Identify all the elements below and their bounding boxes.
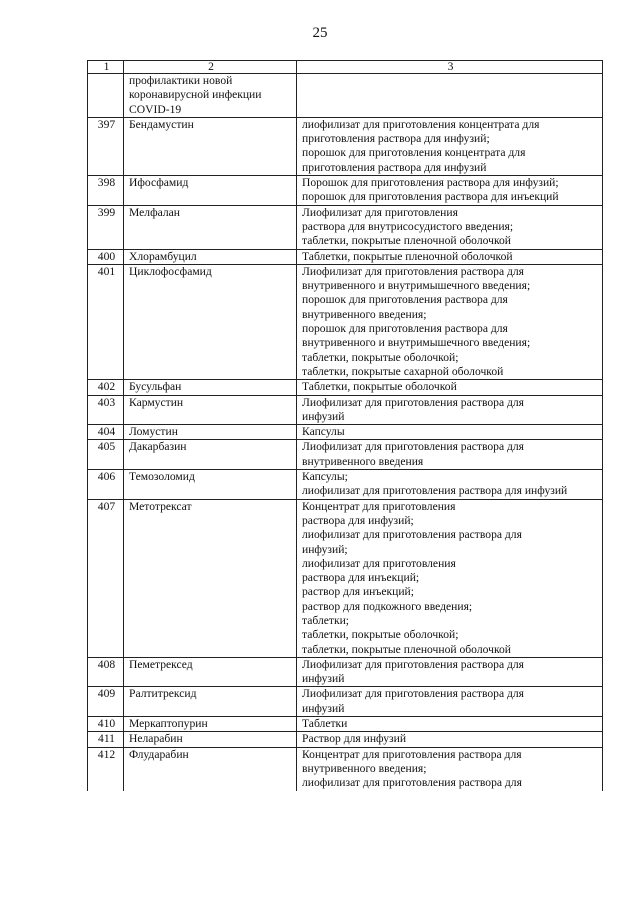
- dosage-form-line: порошок для приготовления раствора для инъекций: [302, 190, 559, 204]
- dosage-form-line: раствора для внутрисосудистого введения;: [302, 219, 514, 233]
- continuation-forms-cell: [297, 74, 603, 118]
- table-row: [88, 747, 603, 790]
- continuation-name-line: профилактики новой: [129, 74, 233, 87]
- row-number: 408: [88, 657, 124, 687]
- column-header-forms: 3: [297, 61, 603, 74]
- dosage-form-line: лиофилизат для приготовления концентрата для: [302, 117, 540, 131]
- drug-name: Ралтитрексид: [124, 687, 297, 717]
- dosage-form-line: приготовления раствора для инфузий: [302, 160, 487, 174]
- row-number: 411: [88, 732, 124, 747]
- dosage-form-line: приготовления раствора для инфузий;: [302, 132, 490, 146]
- drug-name: Мелфалан: [124, 205, 297, 249]
- drug-name: Ломустин: [124, 425, 297, 440]
- table-header-row: [88, 61, 603, 74]
- dosage-form-line: Лиофилизат для приготовления раствора для: [302, 440, 525, 454]
- table-row: [88, 657, 603, 687]
- drug-name: Ифосфамид: [124, 176, 297, 206]
- dosage-form-line: внутривенного введения: [302, 454, 424, 468]
- row-number: 399: [88, 205, 124, 249]
- dosage-form-line: Капсулы: [302, 425, 345, 439]
- drug-name: Бендамустин: [124, 117, 297, 175]
- table-row: [88, 264, 603, 379]
- dosage-form-line: раствор для подкожного введения;: [302, 599, 473, 613]
- dosage-forms-cell: [297, 499, 603, 657]
- dosage-forms-cell: [297, 747, 603, 790]
- dosage-forms-cell: [297, 425, 603, 440]
- table-row: [88, 440, 603, 470]
- column-header-name: 2: [124, 61, 297, 74]
- drug-name: Пеметрексед: [124, 657, 297, 687]
- continuation-name-cell: [124, 74, 297, 118]
- column-header-number: 1: [88, 61, 124, 74]
- drug-name: Темозоломид: [124, 470, 297, 500]
- continuation-name-line: коронавирусной инфекции: [129, 88, 262, 102]
- table-row: [88, 395, 603, 425]
- row-number: 400: [88, 249, 124, 264]
- dosage-form-line: раствора для инъекций;: [302, 571, 420, 585]
- table-row: [88, 717, 603, 732]
- row-number: 401: [88, 264, 124, 379]
- row-number: 409: [88, 687, 124, 717]
- dosage-form-line: таблетки, покрытые пленочной оболочкой: [302, 234, 511, 248]
- drug-name: Хлорамбуцил: [124, 249, 297, 264]
- row-number: 402: [88, 380, 124, 395]
- continuation-name-line: COVID-19: [129, 102, 182, 116]
- dosage-form-line: лиофилизат для приготовления раствора для: [302, 528, 522, 542]
- dosage-form-line: таблетки, покрытые пленочной оболочкой: [302, 642, 511, 656]
- drug-name: Меркаптопурин: [124, 717, 297, 732]
- row-number: 410: [88, 717, 124, 732]
- row-number: 405: [88, 440, 124, 470]
- dosage-forms-cell: [297, 717, 603, 732]
- row-number: 412: [88, 747, 124, 790]
- dosage-form-line: Лиофилизат для приготовления раствора для: [302, 657, 525, 671]
- dosage-forms-cell: [297, 380, 603, 395]
- table-row: [88, 117, 603, 175]
- dosage-form-line: Порошок для приготовления раствора для инфузий;: [302, 176, 559, 190]
- dosage-form-line: порошок для приготовления концентрата для: [302, 146, 526, 160]
- row-number: 403: [88, 395, 124, 425]
- dosage-form-line: Концентрат для приготовления: [302, 499, 456, 513]
- dosage-form-line: Таблетки: [302, 717, 348, 731]
- dosage-forms-cell: [297, 657, 603, 687]
- dosage-forms-cell: [297, 687, 603, 717]
- drug-name: Дакарбазин: [124, 440, 297, 470]
- dosage-form-line: Лиофилизат для приготовления раствора для: [302, 395, 525, 409]
- dosage-forms-cell: [297, 205, 603, 249]
- dosage-forms-cell: [297, 732, 603, 747]
- dosage-form-line: Концентрат для приготовления раствора для: [302, 747, 522, 761]
- dosage-form-line: инфузий: [302, 672, 345, 686]
- dosage-form-line: Капсулы;: [302, 470, 348, 484]
- dosage-form-line: Лиофилизат для приготовления раствора для: [302, 264, 525, 278]
- dosage-form-line: таблетки, покрытые оболочкой;: [302, 628, 459, 642]
- drug-name: Циклофосфамид: [124, 264, 297, 379]
- dosage-form-line: лиофилизат для приготовления: [302, 556, 456, 570]
- dosage-forms-cell: [297, 395, 603, 425]
- dosage-form-line: Лиофилизат для приготовления: [302, 205, 458, 219]
- dosage-forms-cell: [297, 440, 603, 470]
- dosage-form-line: Лиофилизат для приготовления раствора для: [302, 687, 525, 701]
- drug-name: Бусульфан: [124, 380, 297, 395]
- dosage-form-line: внутривенного и внутримышечного введения;: [302, 336, 531, 350]
- drug-name: Неларабин: [124, 732, 297, 747]
- table-row: [88, 249, 603, 264]
- row-number: 404: [88, 425, 124, 440]
- row-number: 406: [88, 470, 124, 500]
- row-number: 397: [88, 117, 124, 175]
- dosage-form-line: инфузий: [302, 701, 345, 715]
- table-row: [88, 380, 603, 395]
- table-row: [88, 176, 603, 206]
- dosage-forms-cell: [297, 117, 603, 175]
- dosage-forms-cell: [297, 470, 603, 500]
- drug-name: Флударабин: [124, 747, 297, 790]
- row-number: 398: [88, 176, 124, 206]
- dosage-form-line: порошок для приготовления раствора для: [302, 322, 508, 336]
- dosage-form-line: лиофилизат для приготовления раствора для: [302, 776, 522, 790]
- drug-name: Метотрексат: [124, 499, 297, 657]
- continuation-row: [88, 74, 603, 118]
- continuation-number-cell: [88, 74, 124, 118]
- table-row: [88, 732, 603, 747]
- drug-name: Кармустин: [124, 395, 297, 425]
- dosage-form-line: внутривенного введения;: [302, 761, 427, 775]
- drug-table: [87, 60, 603, 791]
- dosage-form-line: Раствор для инфузий: [302, 732, 407, 746]
- table-row: [88, 687, 603, 717]
- dosage-form-line: таблетки;: [302, 613, 350, 627]
- table-row: [88, 499, 603, 657]
- dosage-form-line: инфузий;: [302, 542, 348, 556]
- dosage-form-line: раствора для инфузий;: [302, 513, 414, 527]
- dosage-form-line: внутривенного и внутримышечного введения;: [302, 279, 531, 293]
- dosage-form-line: Таблетки, покрытые оболочкой: [302, 380, 457, 394]
- dosage-form-line: инфузий: [302, 409, 345, 423]
- dosage-form-line: внутривенного введения;: [302, 307, 427, 321]
- row-number: 407: [88, 499, 124, 657]
- dosage-forms-cell: [297, 264, 603, 379]
- dosage-form-line: раствор для инъекций;: [302, 585, 414, 599]
- dosage-forms-cell: [297, 249, 603, 264]
- table-row: [88, 205, 603, 249]
- dosage-form-line: лиофилизат для приготовления раствора для инфузий: [302, 484, 568, 498]
- table-row: [88, 470, 603, 500]
- page-number: 25: [312, 25, 328, 41]
- dosage-forms-cell: [297, 176, 603, 206]
- dosage-form-line: таблетки, покрытые оболочкой;: [302, 350, 459, 364]
- dosage-form-line: таблетки, покрытые сахарной оболочкой: [302, 364, 504, 378]
- table-row: [88, 425, 603, 440]
- dosage-form-line: порошок для приготовления раствора для: [302, 293, 508, 307]
- dosage-form-line: Таблетки, покрытые пленочной оболочкой: [302, 249, 513, 263]
